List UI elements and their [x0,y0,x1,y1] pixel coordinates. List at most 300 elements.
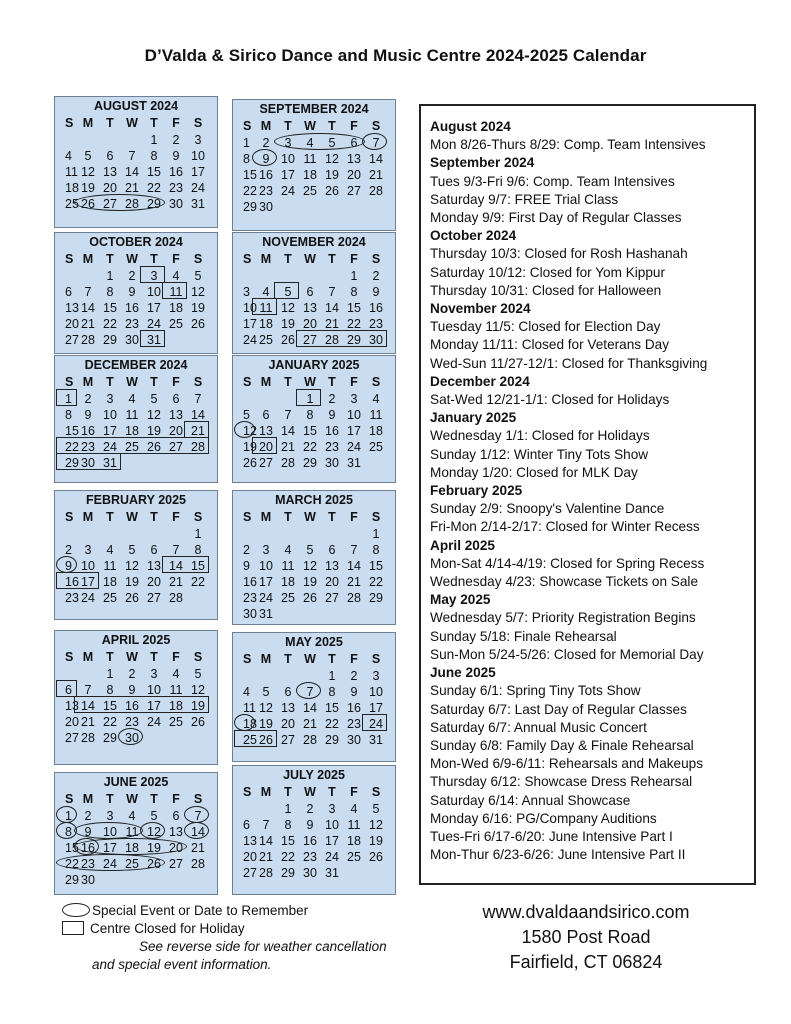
day-cell: 13 [243,834,257,848]
event-item: Tues 9/3-Fri 9/6: Comp. Team Intensives [430,173,675,189]
day-cell: 16 [81,424,95,438]
day-cell: 9 [328,408,336,422]
day-cell: 21 [191,424,205,438]
day-cell: 1 [65,392,72,406]
website-link[interactable]: www.dvaldaandsirico.com [482,902,690,922]
day-cell: 21 [169,575,183,589]
day-cell: 18 [259,317,273,331]
day-cell: 14 [191,408,205,422]
day-cell: 11 [243,701,256,715]
day-cell: 24 [259,591,273,605]
weekday-label: F [350,375,358,389]
week-row [55,284,217,300]
weekday-label: W [126,650,138,664]
weekday-label: S [193,792,203,806]
week-row [55,268,217,284]
day-cell: 5 [84,149,92,163]
day-cell: 25 [347,850,361,864]
weekday-header [55,649,217,666]
month-calendar [54,490,218,620]
weekday-label: F [172,792,180,806]
day-cell: 6 [150,543,158,557]
day-cell: 17 [147,699,161,713]
day-cell: 19 [369,834,383,848]
day-cell: 19 [325,168,339,182]
day-cell: 4 [262,285,270,299]
holiday-box-marker [296,389,321,406]
day-cell: 12 [191,683,205,697]
day-cell: 7 [328,285,336,299]
event-item: Sunday 5/18: Finale Rehearsal [430,628,617,644]
day-cell: 28 [347,591,361,605]
day-cell [77,666,99,682]
weekday-label: M [82,650,94,664]
weekday-label: T [328,785,336,799]
day-cell: 9 [84,408,92,422]
day-cell: 11 [65,165,78,179]
day-cell [165,332,187,348]
week-row [233,849,395,865]
day-cell: 4 [106,543,114,557]
holiday-box-marker [140,266,165,283]
event-item: Sunday 6/8: Family Day & Finale Rehearsal [430,737,694,753]
special-event-marker [296,682,321,699]
day-cell: 14 [81,699,95,713]
week-row [55,872,217,888]
weekday-label: T [284,252,292,266]
weekday-label: T [284,375,292,389]
day-cell [143,730,165,746]
day-cell: 28 [125,197,139,211]
day-cell: 27 [347,184,361,198]
day-cell: 15 [243,168,257,182]
day-cell: 5 [243,408,250,422]
day-cell [143,526,165,542]
day-cell [299,268,321,284]
event-month-heading: November 2024 [430,301,531,317]
day-cell: 23 [347,717,361,731]
day-cell: 12 [369,818,383,832]
day-cell: 8 [106,285,114,299]
day-cell: 7 [194,809,202,823]
reverse-note [92,938,387,974]
day-cell: 11 [281,559,295,573]
day-cell: 14 [325,301,339,315]
day-cell: 17 [259,575,273,589]
event-month-heading: October 2024 [430,228,517,244]
day-cell: 19 [243,440,257,454]
day-cell: 30 [81,456,95,470]
holiday-box-marker [252,298,277,315]
day-cell: 13 [65,301,79,315]
day-cell: 16 [325,424,339,438]
day-cell: 23 [303,850,317,864]
day-cell: 18 [125,841,139,855]
weekday-label: S [371,510,381,524]
weekday-label: S [65,650,74,664]
month-calendar [54,772,218,895]
day-cell: 19 [191,699,205,713]
day-cell: 6 [243,818,250,832]
holiday-box-marker [56,437,209,454]
weekday-label: S [371,785,381,799]
week-row [55,714,217,730]
weekday-label: W [304,785,316,799]
day-cell: 2 [350,669,358,683]
event-item: Sun-Mon 5/24-5/26: Closed for Memorial Day [430,646,704,662]
calendar-title: D’Valda & Sirico Dance and Music Centre 2024-2025 Calendar [144,46,647,65]
day-cell: 19 [259,717,273,731]
day-cell [343,606,365,622]
day-cell: 31 [191,197,205,211]
event-item: Tues-Fri 6/17-6/20: June Intensive Part I [430,828,673,844]
weekday-label: M [82,375,94,389]
event-month-heading: June 2025 [430,665,496,681]
day-cell: 2 [84,809,92,823]
weekday-label: W [304,652,316,666]
event-item: Thursday 6/12: Showcase Dress Rehearsal [430,774,693,790]
day-cell: 3 [150,667,158,681]
weekday-label: F [350,119,358,133]
day-cell: 24 [281,184,295,198]
day-cell [277,199,299,215]
special-event-marker [74,822,143,839]
day-cell: 29 [65,873,79,887]
day-cell: 21 [191,841,205,855]
day-cell: 8 [150,149,158,163]
weekday-label: W [304,119,316,133]
event-item: Mon-Thur 6/23-6/26: June Intensive Part II [430,847,686,863]
day-cell: 21 [369,168,383,182]
day-cell: 20 [169,424,183,438]
day-cell: 18 [169,301,183,315]
day-cell: 29 [65,456,79,470]
month-name: DECEMBER 2024 [84,358,188,372]
day-cell [255,801,277,817]
day-cell: 29 [243,200,257,214]
day-cell: 2 [172,133,180,147]
day-cell: 27 [65,333,79,347]
day-cell [99,872,121,888]
day-cell: 13 [169,408,183,422]
day-cell: 27 [303,333,317,347]
day-cell: 17 [347,424,361,438]
day-cell: 26 [369,850,383,864]
day-cell: 2 [328,392,336,406]
week-row [55,164,217,180]
day-cell: 10 [103,825,117,839]
week-row [55,148,217,164]
weekday-label: F [172,116,180,130]
weekday-label: S [65,792,74,806]
event-item: Sunday 2/9: Snoopy's Valentine Dance [430,501,665,517]
day-cell: 24 [369,717,383,731]
holiday-box-marker [234,730,277,747]
day-cell: 29 [347,333,361,347]
day-cell: 25 [103,591,117,605]
event-item: Monday 1/20: Closed for MLK Day [430,464,638,480]
day-cell: 5 [194,269,202,283]
weekday-label: T [106,792,114,806]
week-row [233,590,395,606]
day-cell: 22 [325,717,339,731]
day-cell: 24 [191,181,205,195]
day-cell: 9 [372,285,380,299]
weekday-header [55,251,217,268]
note-line-1: See reverse side for weather cancellation [139,939,387,954]
weekday-label: S [193,375,203,389]
weekday-header [55,374,217,391]
day-cell [121,455,143,471]
weekday-label: F [350,652,358,666]
day-cell [187,730,209,746]
week-row [55,526,217,542]
day-cell: 7 [284,408,292,422]
day-cell: 12 [281,301,295,315]
week-row [55,300,217,316]
weekday-label: T [328,119,336,133]
weekday-label: W [304,252,316,266]
day-cell: 11 [259,301,273,315]
day-cell: 16 [369,301,383,315]
day-cell [365,865,387,881]
day-cell: 5 [306,543,314,557]
day-cell: 4 [306,136,314,150]
event-item: Wednesday 1/1: Closed for Holidays [430,428,650,444]
day-cell: 13 [259,424,273,438]
day-cell: 10 [81,559,95,573]
oval-key-icon [62,903,90,917]
event-month-heading: May 2025 [430,592,491,608]
day-cell: 17 [369,701,383,715]
weekday-label: M [260,785,272,799]
day-cell: 10 [281,152,295,166]
day-cell: 5 [372,802,380,816]
weekday-label: T [284,510,292,524]
day-cell [143,872,165,888]
day-cell: 29 [147,197,161,211]
event-item: Monday 11/11: Closed for Veterans Day [430,337,670,353]
day-cell: 23 [125,715,139,729]
day-cell: 18 [303,168,317,182]
week-row [55,391,217,407]
special-event-marker [274,133,365,150]
event-month-heading: April 2025 [430,537,495,553]
day-cell: 21 [325,317,339,331]
day-cell: 27 [325,591,339,605]
day-cell: 26 [147,857,161,871]
day-cell [243,668,255,684]
day-cell: 6 [172,809,180,823]
day-cell: 6 [284,685,292,699]
weekday-label: T [328,252,336,266]
weekday-label: S [193,650,203,664]
day-cell: 8 [194,543,202,557]
day-cell: 13 [169,825,183,839]
day-cell: 4 [65,149,72,163]
weekday-header [233,651,395,668]
day-cell: 1 [350,269,358,283]
day-cell: 27 [169,440,183,454]
week-row [233,542,395,558]
weekday-header [233,509,395,526]
week-row [55,132,217,148]
week-row [233,558,395,574]
day-cell: 1 [328,669,336,683]
day-cell: 5 [328,136,336,150]
day-cell: 4 [172,667,180,681]
day-cell: 11 [303,152,317,166]
special-event-marker [234,421,255,438]
day-cell: 28 [81,731,95,745]
day-cell: 13 [303,301,317,315]
holiday-box-marker [296,330,387,347]
special-event-marker [252,149,277,166]
event-item: Sunday 6/1: Spring Tiny Tots Show [430,683,641,699]
day-cell: 19 [125,575,139,589]
day-cell: 3 [106,809,114,823]
day-cell: 2 [84,392,92,406]
day-cell: 26 [303,591,317,605]
day-cell: 24 [147,715,161,729]
weekday-label: M [260,510,272,524]
weekday-label: M [82,510,94,524]
holiday-box-marker [140,330,165,347]
day-cell: 10 [191,149,205,163]
day-cell: 4 [128,809,136,823]
day-cell: 14 [347,559,361,573]
day-cell: 14 [81,301,95,315]
day-cell: 10 [147,683,161,697]
day-cell: 12 [303,559,317,573]
holiday-box-marker [184,421,209,438]
day-cell: 26 [191,715,205,729]
month-name: NOVEMBER 2024 [262,235,366,249]
day-cell: 7 [172,543,180,557]
day-cell: 11 [369,408,383,422]
day-cell: 20 [243,850,257,864]
day-cell [365,199,387,215]
weekday-label: S [371,375,381,389]
day-cell: 22 [65,440,79,454]
event-item: Saturday 6/14: Annual Showcase [430,792,631,808]
week-row [233,865,395,881]
day-cell: 20 [65,317,79,331]
day-cell: 4 [372,392,380,406]
day-cell: 25 [125,440,139,454]
day-cell: 27 [259,456,273,470]
day-cell: 8 [243,152,250,166]
day-cell: 8 [372,543,380,557]
day-cell: 19 [303,575,317,589]
day-cell: 15 [103,301,117,315]
day-cell: 7 [350,543,358,557]
event-item: Mon-Wed 6/9-6/11: Rehearsals and Makeups [430,756,704,772]
weekday-label: W [304,375,316,389]
weekday-label: T [150,252,158,266]
day-cell: 3 [106,392,114,406]
day-cell [187,332,209,348]
day-cell: 12 [125,559,139,573]
day-cell: 2 [128,269,136,283]
day-cell: 27 [169,857,183,871]
day-cell: 23 [81,440,95,454]
day-cell [187,590,209,606]
special-event-marker [184,806,209,823]
day-cell: 8 [306,408,314,422]
day-cell: 9 [262,152,270,166]
day-cell [65,132,77,148]
weekday-label: T [150,375,158,389]
day-cell: 15 [325,701,339,715]
street-address: 1580 Post Road [521,927,651,947]
day-cell [255,391,277,407]
day-cell: 20 [281,717,295,731]
month-name: JUNE 2025 [103,775,169,789]
weekday-header [55,115,217,132]
day-cell [343,865,365,881]
day-cell [121,526,143,542]
month-calendar [232,490,396,625]
day-cell: 23 [259,184,273,198]
weekday-label: M [82,116,94,130]
day-cell: 17 [81,575,95,589]
weekday-label: T [284,785,292,799]
day-cell: 13 [325,559,339,573]
day-cell: 1 [150,133,158,147]
week-row [233,606,395,622]
day-cell: 4 [243,685,250,699]
day-cell: 1 [243,136,250,150]
day-cell: 22 [243,184,257,198]
day-cell: 20 [259,440,273,454]
day-cell: 17 [281,168,295,182]
day-cell: 1 [372,527,380,541]
day-cell: 12 [191,285,205,299]
day-cell: 25 [303,184,317,198]
holiday-box-marker [56,680,77,697]
month-calendar [232,232,396,354]
day-cell: 9 [172,149,180,163]
day-cell: 8 [65,825,72,839]
day-cell: 22 [103,715,117,729]
day-cell: 26 [243,456,257,470]
day-cell: 30 [369,333,383,347]
event-item: Wed-Sun 11/27-12/1: Closed for Thanksgiving [430,355,708,371]
day-cell: 1 [106,269,114,283]
day-cell: 10 [243,301,257,315]
events-list [419,104,756,885]
weekday-label: F [350,510,358,524]
day-cell: 30 [125,731,139,745]
day-cell: 4 [172,269,180,283]
day-cell: 10 [369,685,383,699]
note-line-2: and special event information. [92,957,272,972]
day-cell: 17 [243,317,257,331]
day-cell: 11 [169,285,183,299]
month-name: JANUARY 2025 [268,358,360,372]
day-cell: 18 [169,699,183,713]
day-cell: 20 [347,168,361,182]
day-cell [165,730,187,746]
day-cell: 20 [303,317,317,331]
weekday-label: M [260,652,272,666]
day-cell [121,132,143,148]
holiday-box-marker [162,556,209,573]
week-row [55,316,217,332]
weekday-label: T [106,650,114,664]
day-cell: 22 [103,317,117,331]
